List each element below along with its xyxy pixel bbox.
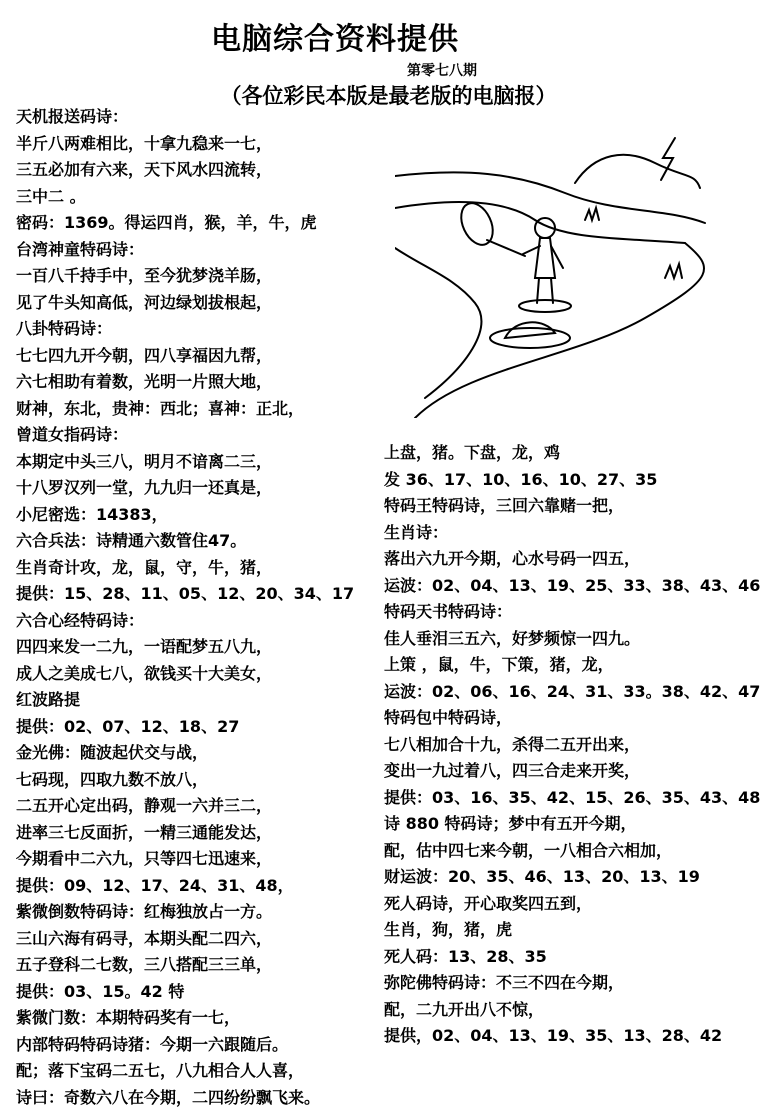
text-line: 进率三七反面折，一精三通能发达， [16,820,376,847]
water-ripple [519,300,571,312]
text-line: 七八相加合十九，杀得二五开出来， [384,732,774,759]
net-handle [487,240,525,256]
text-line: 佳人垂泪三五六，好梦频惊一四九。 [384,626,774,653]
text-line: 三五必加有六来，天下风水四流转， [16,157,376,184]
text-line: 诗曰：奇数六八在今期，二四纷纷飘飞来。 [16,1085,376,1111]
text-line: 半斤八两难相比，十拿九稳来一七， [16,131,376,158]
text-line: 落出六九开今期，心水号码一四五， [384,546,774,573]
text-line: 提供：09、12、17、24、31、48， [16,873,376,900]
text-line: 十八罗汉列一堂，九九归一还真是， [16,475,376,502]
text-line: 提供：03、15。42 特 [16,979,376,1006]
mountain [575,155,700,188]
text-line: 配；落下宝码二五七，八九相合人人喜， [16,1058,376,1085]
text-line: 密码：1369。得运四肖，猴，羊，牛，虎 [16,210,376,237]
left-column [16,104,376,1111]
river-bank-far [395,248,481,398]
page-subtitle: （各位彩民本版是最老版的电脑报） [0,80,777,110]
text-line: 特码王特码诗，三回六靠赌一把， [384,493,774,520]
page-title: 电脑综合资料提供 [0,14,670,58]
text-line: 八卦特码诗： [16,316,376,343]
text-line: 四四来发一二九，一语配梦五八九， [16,634,376,661]
text-line: 死人码：13、28、35 [384,944,774,971]
right-column [384,440,774,1050]
text-line: 一百八千持手中，至今犹梦浇羊肠， [16,263,376,290]
text-line: 弥陀佛特码诗：不三不四在今期， [384,970,774,997]
text-line: 曾道女指码诗： [16,422,376,449]
text-line: 本期定中头三八，明月不谙离二三， [16,449,376,476]
grass [585,208,599,220]
text-line: 诗 880 特码诗；梦中有五开今期， [384,811,774,838]
text-line: 配，二九开出八不惊， [384,997,774,1024]
lightning-icon [661,138,675,180]
text-line: 财神，东北，贵神：西北；喜神：正北， [16,396,376,423]
text-line: 内部特码特码诗猪：今期一六跟随后。 [16,1032,376,1059]
fishing-scene-illustration [395,128,725,418]
river-bank-upper [395,172,705,223]
text-line: 生肖，狗，猪，虎 [384,917,774,944]
text-line: 金光佛：随波起伏交与战， [16,740,376,767]
text-line: 提供，02、04、13、19、35、13、28、42 [384,1023,774,1050]
text-line: 天机报送码诗： [16,104,376,131]
text-line: 紫微倒数特码诗：红梅独放占一方。 [16,899,376,926]
text-line: 台湾神童特码诗： [16,237,376,264]
text-line: 上策 ，鼠，牛，下策，猪，龙， [384,652,774,679]
text-line: 运波：02、06、16、24、31、33。38、42、47 [384,679,774,706]
text-line: 小尼密选：14383， [16,502,376,529]
text-line: 六七相助有着数，光明一片照大地， [16,369,376,396]
text-line: 今期看中二六九，只等四七迅速来， [16,846,376,873]
text-line: 六合兵法：诗精通六数管住47。 [16,528,376,555]
text-line: 红波路提 [16,687,376,714]
text-line: 配，估中四七来今朝，一八相合六相加， [384,838,774,865]
text-line: 三中二 。 [16,184,376,211]
text-line: 紫微门数：本期特码奖有一七， [16,1005,376,1032]
text-line: 上盘，猪。下盘，龙，鸡 [384,440,774,467]
text-line: 六合心经特码诗： [16,608,376,635]
text-line: 发 36、17、10、16、10、27、35 [384,467,774,494]
text-line: 成人之美成七八，欲钱买十大美女， [16,661,376,688]
text-line: 提供：15、28、11、05、12、20、34、17 [16,581,376,608]
figure-body [535,238,555,278]
grass [665,264,682,278]
text-line: 运波：02、04、13、19、25、33、38、43、46 [384,573,774,600]
text-line: 财运波：20、35、46、13、20、13、19 [384,864,774,891]
text-line: 七码现，四取九数不放八， [16,767,376,794]
text-line: 二五开心定出码，静观一六并三二， [16,793,376,820]
issue-number: 第零七八期 [407,60,477,80]
text-line: 生肖奇计攻，龙，鼠，守，牛，猪， [16,555,376,582]
text-line: 提供：03、16、35、42、15、26、35、43、48 [384,785,774,812]
rock [505,322,555,338]
text-line: 三山六海有码寻，本期头配二四六， [16,926,376,953]
text-line: 特码天书特码诗： [384,599,774,626]
text-line: 五子登科二七数，三八搭配三三单， [16,952,376,979]
text-line: 变出一九过着八，四三合走来开奖， [384,758,774,785]
text-line: 见了牛头知高低，河边绿划拔根起， [16,290,376,317]
text-line: 提供：02、07、12、18、27 [16,714,376,741]
water-ripple [490,328,570,348]
text-line: 死人码诗，开心取奖四五到， [384,891,774,918]
text-line: 特码包中特码诗， [384,705,774,732]
text-line: 七七四九开今朝，四八享福因九帮， [16,343,376,370]
text-line: 生肖诗： [384,520,774,547]
